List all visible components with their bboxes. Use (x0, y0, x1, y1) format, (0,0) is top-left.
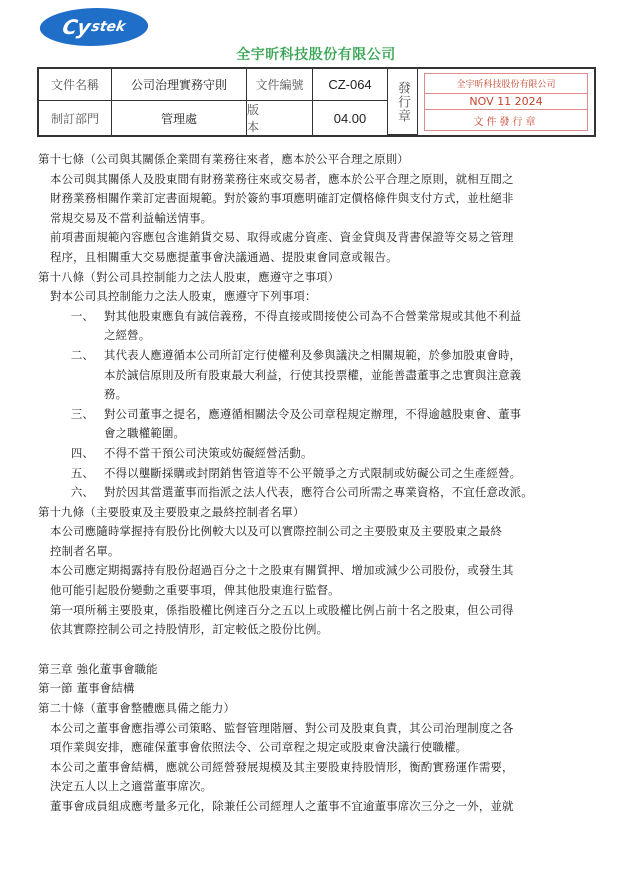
list-item-number: 三、 (70, 406, 94, 421)
list-item-number (38, 326, 102, 346)
document-header-table (37, 67, 596, 137)
list-item-number (38, 366, 102, 386)
article-heading: 第二十條（董事會整體應具備之能力） (38, 701, 236, 716)
list-item-line (38, 464, 598, 484)
paragraph-line: 決定五人以上之適當董事席次。 (50, 779, 213, 794)
paragraph-line: 前項書面規範內容應包含進銷貨交易、取得或處分資產、資金貸與及背書保證等交易之管理 (50, 230, 514, 245)
list-item-number: 五、 (70, 465, 94, 480)
article-heading: 第一節 董事會結構 (38, 681, 135, 696)
list-item-number: 一、 (70, 308, 94, 323)
paragraph-line: 項作業與安排，應確保董事會依照法令、公司章程之規定或股東會決議行使職權。 (50, 740, 468, 755)
paragraph-line: 董事會成員組成應考量多元化，除兼任公司經理人之董事不宜逾董事席次三分之一外，並就 (50, 799, 514, 813)
list-item-line (38, 307, 598, 327)
paragraph-line: 他可能引起股份變動之重要事項，俾其他股東進行監督。 (50, 583, 340, 598)
article-heading: 第十七條（公司與其關係企業間有業務往來者，應本於公平合理之原則） (38, 152, 409, 166)
list-item-text: 務。 (104, 387, 128, 402)
article-heading: 第十九條（主要股東及主要股東之最終控制者名單） (38, 504, 305, 519)
list-item-line (38, 366, 598, 386)
company-logo (39, 10, 149, 44)
article-heading: 第三章 強化董事會職能 (38, 661, 158, 676)
paragraph-line: 第一項所稱主要股東，係指股權比例達百分之五以上或股權比例占前十名之股東，但公司得 (50, 602, 514, 617)
list-item-line (38, 405, 598, 425)
paragraph-line: 對本公司具控制能力之法人股東，應遵守下列事項： (50, 289, 317, 304)
paragraph-line: 本公司與其關係人及股東間有財務業務往來或交易者，應本於公平合理之原則，就相互間之 (50, 171, 514, 186)
dept-label: 制訂部門 (39, 101, 112, 135)
list-item-text: 之經營。 (104, 328, 151, 343)
company-name: 全宇昕科技股份有限公司 (236, 47, 396, 63)
list-item-line (38, 385, 598, 405)
logo-text-main: Cy (60, 15, 93, 39)
paragraph-line: 本公司應隨時掌握持有股份比例較大以及可以實際控制公司之主要股東及主要股東之最終 (50, 524, 503, 539)
list-item-line (38, 444, 598, 464)
issue-stamp (424, 73, 588, 131)
list-item-number (38, 385, 102, 405)
list-item-text: 其代表人應遵循本公司所訂定行使權利及參與議決之相關規範，於參加股東會時， (104, 347, 522, 362)
list-item-number: 六、 (70, 485, 94, 500)
stamp-text: 文件發行章 (473, 117, 539, 128)
list-item-text: 不得不當干預公司決策或妨礙經營活動。 (104, 445, 313, 460)
dept-value: 管理處 (112, 101, 247, 135)
list-item-text: 不得以壟斷採購或封閉銷售管道等不公平競爭之方式限制或妨礙公司之生產經營。 (104, 465, 522, 480)
issue-stamp-cell (418, 69, 594, 135)
list-item-text: 對其他股東應負有誠信義務，不得直接或間接使公司為不合營業常規或其他不利益 (104, 308, 522, 323)
list-item-line (38, 346, 598, 366)
article-heading: 第十八條（對公司具控制能力之法人股東，應遵守之事項） (38, 269, 340, 284)
paragraph-line: 程序，且相關重大交易應提董事會決議通過、提股東會同意或報告。 (50, 249, 398, 264)
doc-no-value: CZ-064 (313, 69, 388, 101)
version-label: 版 本 (247, 101, 313, 135)
stamp-date: NOV 11 2024 (425, 93, 587, 110)
list-item-text: 本於誠信原則及所有股東最大利益，行使其投票權，並能善盡董事之忠實與注意義 (104, 367, 522, 382)
paragraph-line: 本公司之董事會應指導公司策略、監督管理階層、對公司及股東負責，其公司治理制度之各 (50, 720, 514, 735)
blank-line (38, 640, 598, 660)
list-item-number (38, 424, 102, 444)
doc-name-label: 文件名稱 (39, 69, 112, 101)
paragraph-line: 財務業務相關作業訂定書面規範。對於簽約事項應明確訂定價格條件與支付方式，並杜絕非 (50, 191, 514, 206)
paragraph-line: 依其實際控制公司之持股情形，訂定較低之股份比例。 (50, 622, 329, 637)
stamp-company: 全宇昕科技股份有限公司 (456, 80, 556, 90)
paragraph-line: 控制者名單。 (50, 543, 120, 558)
list-item-text: 對公司董事之提名，應遵循相關法令及公司章程規定辦理，不得逾越股東會、董事 (104, 406, 522, 421)
doc-no-label: 文件編號 (247, 69, 313, 101)
paragraph-line: 本公司應定期揭露持有股份超過百分之十之股東有關質押、增加或減少公司股份，或發生其 (50, 563, 514, 578)
list-item-line (38, 326, 598, 346)
doc-name-value: 公司治理實務守則 (112, 69, 247, 101)
list-item-line (38, 424, 598, 444)
paragraph-line: 本公司之董事會結構，應就公司經營發展規模及其主要股東持股情形，衡酌實務運作需要， (50, 759, 514, 774)
version-value: 04.00 (313, 101, 388, 135)
list-item-text: 對於因其當選董事而指派之法人代表，應符合公司所需之專業資格，不宜任意改派。 (104, 485, 533, 500)
paragraph-line: 常規交易及不當利益輸送情事。 (50, 210, 213, 225)
list-item-number: 四、 (70, 445, 94, 460)
list-item-number: 二、 (70, 347, 94, 362)
list-item-text: 會之職權範圍。 (104, 426, 186, 441)
issue-stamp-label: 發行章 (388, 69, 418, 135)
logo-text-small: stek (90, 19, 127, 35)
document-body (38, 150, 598, 817)
list-item-line (38, 483, 598, 503)
